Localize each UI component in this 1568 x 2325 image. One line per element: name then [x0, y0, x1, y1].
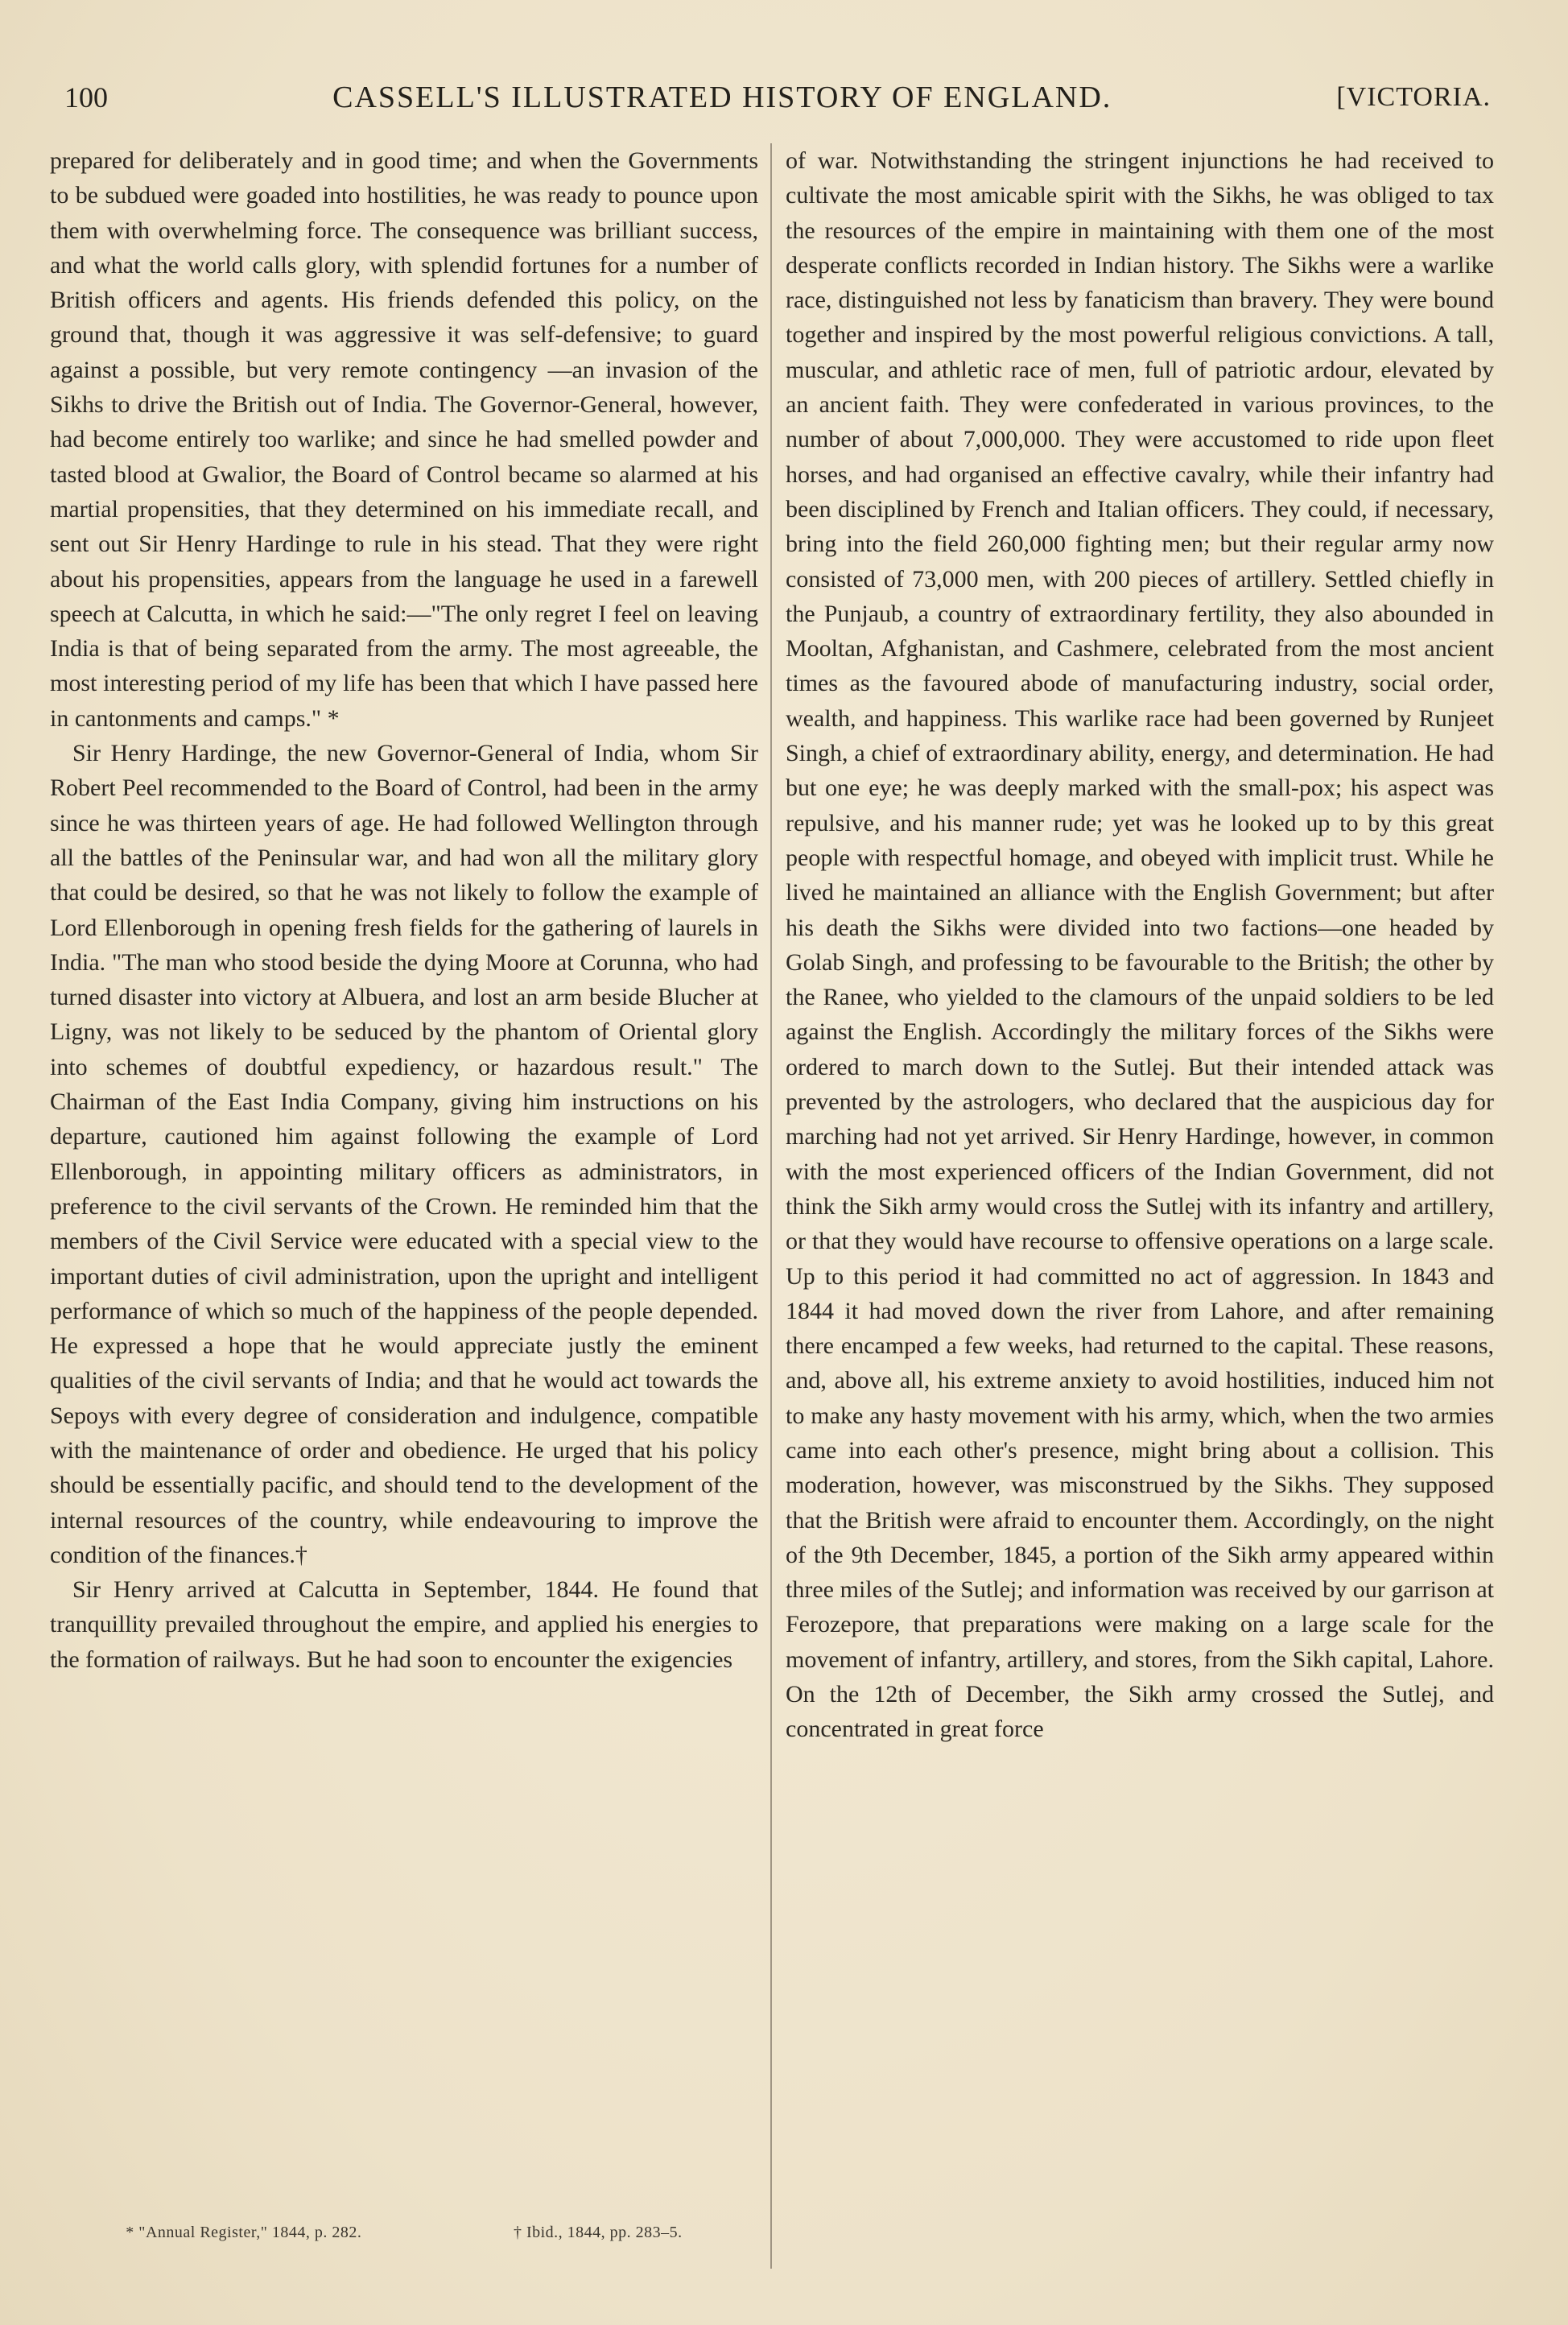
right-paragraph-1: of war. Notwithstanding the stringent injunctions he had received to cultivate the most amicable spirit with the Sikhs, he was obliged to tax the resources of the empire in maintaining with them one of the most desperate conflicts recorded in Indian history. The Sikhs were a warlike race, distinguished not less by fanaticism than bravery. They were bound together and inspired by the most powerful religious convictions. A tall, muscular, and athletic race of men, full of patriotic ardour, elevated by an ancient faith. They were confederated in various provinces, to the number of about 7,000,000. They were accustomed to ride upon fleet horses, and had organised an effective cavalry, while their infantry had been disciplined by French and Italian officers. They could, if necessary, bring into the field 260,000 fighting men; but their regular army now consisted of 73,000 men, with 200 pieces of artillery. Settled chiefly in the Punjaub, a country of extraordinary fertility, they also abounded in Mooltan, Afghanistan, and Cashmere, celebrated from the most ancient times as the favoured abode of manufacturing industry, social order, wealth, and happiness. This warlike race had been governed by Runjeet Singh, a chief of extraordinary ability, energy, and determination. He had but one eye; he was deeply marked with the small-pox; his aspect was repulsive, and his manner rude; yet was he looked up to by this great people with respectful homage, and obeyed with implicit trust. While he lived he maintained an alliance with the English Government; but after his death the Sikhs were divided into two factions—one headed by Golab Singh, and professing to be favourable to the British; the other by the Ranee, who yielded to the clamours of the unpaid soldiers to be led against the English. Accordingly the military forces of the Sikhs were ordered to march down to the Sutlej. But their intended attack was prevented by the astrologers, who declared that the auspicious day for marching had not yet arrived. Sir Henry Hardinge, however, in common with the most experienced officers of the Indian Government, did not think the Sikh army would cross the Sutlej with its infantry and artillery, or that they would have recourse to offensive operations on a large scale. Up to this period it had committed no act of aggression. In 1843 and 1844 it had moved down the river from Lahore, and after remaining there encamped a few weeks, had returned to the capital. These reasons, and, above all, his extreme anxiety to avoid hostilities, induced him not to make any hasty movement with his army, which, when the two armies came into each other's presence, might bring about a collision. This moderation, however, was misconstrued by the Sikhs. They supposed that the British were afraid to encounter them. Accordingly, on the night of the 9th December, 1845, a portion of the Sikh army appeared within three miles of the Sutlej; and information was received by our garrison at Ferozepore, that preparations were making on a large scale for the movement of infantry, artillery, and stores, from the Sikh capital, Lahore. On the 12th of December, the Sikh army crossed the Sutlej, and concentrated in great force	[786, 147, 1494, 1743]
footnote-rule	[50, 2209, 758, 2210]
left-column	[50, 143, 758, 1677]
right-column	[786, 143, 1494, 1747]
left-paragraph-1: prepared for deliberately and in good time; and when the Governments to be subdued were goaded into hostilities, he was ready to pounce upon them with overwhelming force. The consequence was brilliant success, and what the world calls glory, with splendid fortunes for a number of British officers and agents. His friends defended this policy, on the ground that, though it was aggressive it was self-defensive; to guard against a possible, but very remote contingency —an invasion of the Sikhs to drive the British out of India. The Governor-General, however, had become entirely too warlike; and since he had smelled powder and tasted blood at Gwalior, the Board of Control became so alarmed at his martial propensities, that they determined on his immediate recall, and sent out Sir Henry Hardinge to rule in his stead. That they were right about his propensities, appears from the language he used in a farewell speech at Calcutta, in which he said:—"The only regret I feel on leaving India is that of being separated from the army. The most agreeable, the most interesting period of my life has been that which I have passed here in cantonments and camps." *	[50, 147, 758, 732]
section-marker: [VICTORIA.	[1336, 82, 1491, 112]
running-title: CASSELL'S ILLUSTRATED HISTORY OF ENGLAND.	[332, 81, 1112, 114]
footnote-2: † Ibid., 1844, pp. 283–5.	[513, 2224, 683, 2241]
page-header	[64, 77, 1491, 118]
page-number: 100	[64, 81, 108, 114]
column-divider	[770, 143, 772, 2269]
footnote-1: * "Annual Register," 1844, p. 282.	[126, 2224, 362, 2241]
left-paragraph-2: Sir Henry Hardinge, the new Governor-General of India, whom Sir Robert Peel recommended to the Board of Control, had been in the army since he was thirteen years of age. He had followed Wellington through all the battles of the Peninsular war, and had won all the military glory that could be desired, so that he was not likely to follow the example of Lord Ellenborough in opening fresh fields for the gathering of laurels in India. "The man who stood beside the dying Moore at Corunna, who had turned disaster into victory at Albuera, and lost an arm beside Blucher at Ligny, was not likely to be seduced by the phantom of Oriental glory into schemes of doubtful expediency, or hazardous result." The Chairman of the East India Company, giving him instructions on his departure, cautioned him against following the example of Lord Ellenborough, in appointing military officers as administrators, in preference to the civil servants of the Crown. He reminded him that the members of the Civil Service were educated with a special view to the important duties of civil administration, upon the upright and intelligent performance of which so much of the happiness of the people depended. He expressed a hope that he would appreciate justly the eminent qualities of the civil servants of India; and that he would act towards the Sepoys with every degree of consideration and indulgence, compatible with the maintenance of order and obedience. He urged that his policy should be essentially pacific, and should tend to the development of the internal resources of the country, while endeavouring to improve the condition of the finances.†	[50, 740, 758, 1568]
header-rule	[56, 124, 1512, 126]
left-paragraph-3: Sir Henry arrived at Calcutta in September, 1844. He found that tranquillity prevailed throughout the empire, and applied his energies to the formation of railways. But he had soon to encounter the exigencies	[50, 1576, 758, 1673]
footnotes	[50, 2224, 758, 2242]
